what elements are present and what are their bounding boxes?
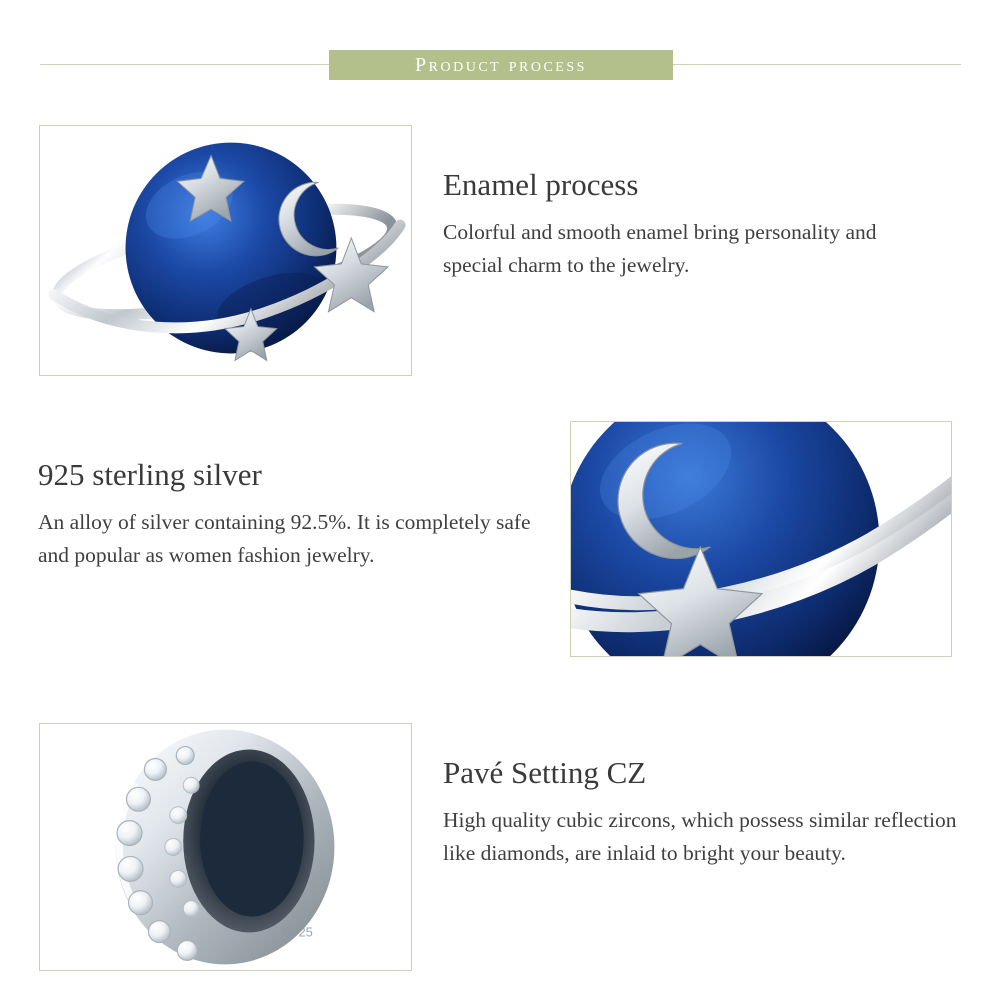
planet-charm-closeup-photo: [570, 421, 952, 657]
page-header: [0, 50, 1001, 80]
pave-setting-body: High quality cubic zircons, which possess similar reflection like diamonds, are inlaid to bright your beauty.: [443, 808, 957, 865]
sterling-silver-text-block: [38, 458, 538, 571]
pave-setting-text-block: [443, 756, 963, 869]
enamel-title: Enamel process: [443, 167, 639, 202]
blue-enamel-planet-charm-photo: [39, 125, 412, 376]
sterling-silver-body: An alloy of silver containing 92.5%. It is completely safe and popular as women fashion jewelry.: [38, 510, 531, 567]
page-title: Product process: [329, 50, 673, 80]
planet-charm-closeup-illustration: [571, 422, 951, 656]
pave-setting-title: Pavé Setting CZ: [443, 755, 647, 790]
pave-spacer-bead-illustration: [40, 724, 411, 970]
enamel-body: Colorful and smooth enamel bring personality and special charm to the jewelry.: [443, 220, 877, 277]
sterling-silver-title: 925 sterling silver: [38, 457, 262, 492]
planet-charm-illustration: [40, 126, 411, 375]
pave-cz-spacer-bead-photo: [39, 723, 412, 971]
enamel-text-block: [443, 168, 913, 281]
svg-text:S925: S925: [282, 924, 313, 940]
